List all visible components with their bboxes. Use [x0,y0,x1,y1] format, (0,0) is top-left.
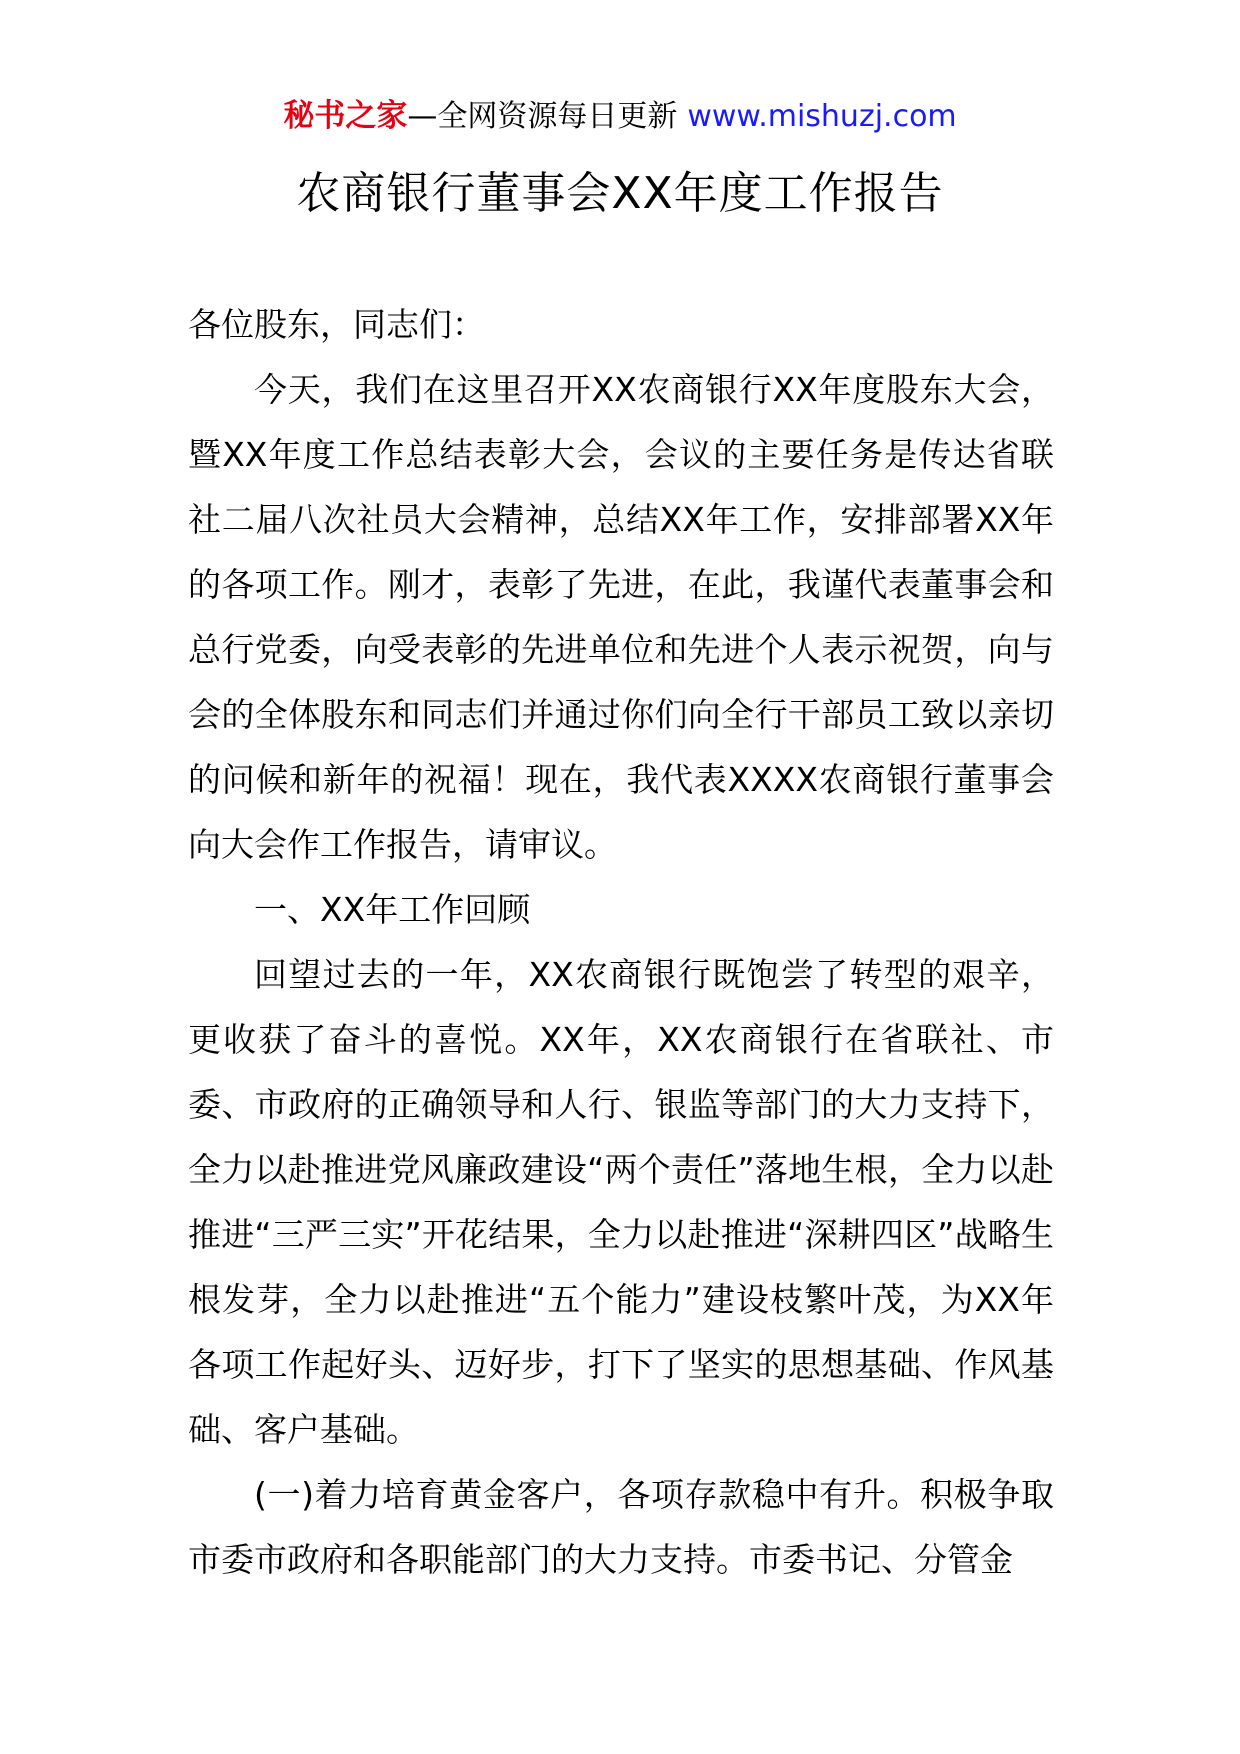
brand-name: 秘书之家 [283,98,408,134]
header-slogan: —全网资源每日更新 [407,99,678,134]
document-title: 农商银行董事会XX年度工作报告 [296,168,944,219]
document-body [188,292,1054,1592]
salutation: 各位股东，同志们： [188,305,485,344]
paragraph-opening: 今天，我们在这里召开XX农商银行XX年度股东大会，暨XX年度工作总结表彰大会，会议的主要任务是传达省联社二届八次社员大会精神，总结XX年工作，安排部署XX年的各项工作。刚才，表彰了先进，在此，我谨代表董事会和总行党委，向受表彰的先进单位和先进个人表示祝贺，向与会的全体股东和同志们并通过你们向全行干部员工致以亲切的问候和新年的祝福！现在，我代表XXXX农商银行董事会向大会作工作报告，请审议。 [188,370,1054,864]
site-header [0,96,1240,137]
section-heading: 一、XX年工作回顾 [254,890,531,929]
paragraph-subsection-1: (一)着力培育黄金客户，各项存款稳中有升。积极争取市委市政府和各职能部门的大力支持。市委书记、分管金 [188,1475,1054,1579]
paragraph-review: 回望过去的一年，XX农商银行既饱尝了转型的艰辛，更收获了奋斗的喜悦。XX年，XX农商银行在省联社、市委、市政府的正确领导和人行、银监等部门的大力支持下，全力以赴推进党风廉政建设“两个责任”落地生根，全力以赴推进“三严三实”开花结果，全力以赴推进“深耕四区”战略生根发芽，全力以赴推进“五个能力”建设枝繁叶茂，为XX年各项工作起好头、迈好步，打下了坚实的思想基础、作风基础、客户基础。 [188,955,1054,1449]
site-url-link[interactable]: www.mishuzj.com [687,99,957,134]
